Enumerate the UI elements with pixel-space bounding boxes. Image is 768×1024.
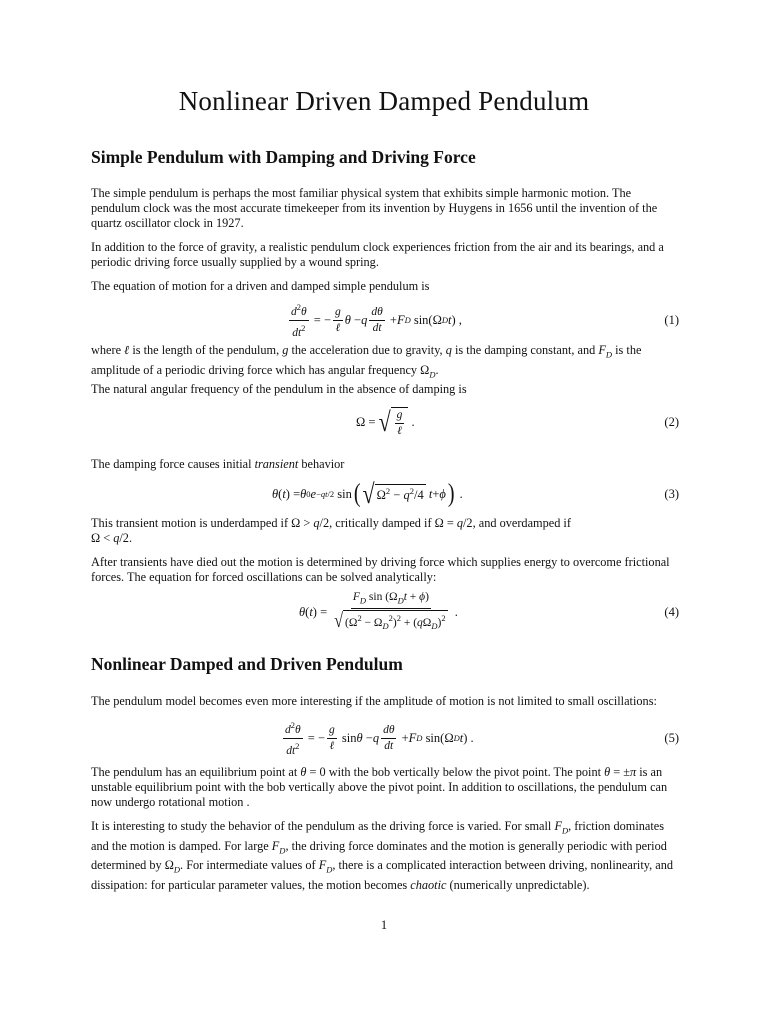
paragraph-forced: After transients have died out the motion is determined by driving force which supplies energy to overcome frictional forces. The equation for forced oscillations can be solved analytically: (91, 555, 670, 585)
paragraph-eq-intro: The equation of motion for a driven and damped simple pendulum is (91, 279, 430, 293)
paragraph-friction: In addition to the force of gravity, a realistic pendulum clock experiences friction from the air and its bearings, and a periodic driving force usually supplied by a wound spring. (91, 240, 664, 270)
page-number: 1 (380, 918, 388, 932)
equation-number-2: (2) (664, 414, 679, 429)
section-heading-simple-pendulum: Simple Pendulum with Damping and Driving Force (91, 147, 476, 167)
paragraph-intro: The simple pendulum is perhaps the most familiar physical system that exhibits simple harmonic motion. The pendulum clock was the most accurate timekeeper from its invention by Huygens in 1656 until the invention of the quartz oscillator clock in 1927. (91, 186, 658, 231)
equation-1: $\frac{d^2\theta}{dt^2}$ = − $\frac{g}{\text{ℓ}}$ θ − q $\frac{d\theta}{dt}$ + F D sin(Ω D t ) , (1) (291, 301, 679, 339)
equation-2: Ω = √ $\frac{g}{\text{ℓ}}$ . (2) (91, 402, 681, 442)
equation-number-3: (3) (664, 486, 679, 501)
equation-number-4: (4) (664, 604, 679, 619)
equation-5: $\frac{d^2\theta}{dt^2}$ = − $\frac{g}{\text{ℓ}}$ sin θ − q $\frac{d\theta}{dt}$ + F D sin(Ω D t ) . (5) (285, 719, 679, 757)
page-title: Nonlinear Driven Damped Pendulum (178, 86, 590, 116)
equation-3: θ ( t ) = θ 0 e −qt/2 sin ( √ $\Omega^2 - q^2/4$ t + ϕ ) . (3) (91, 474, 681, 514)
section-heading-nonlinear: Nonlinear Damped and Driven Pendulum (91, 654, 403, 674)
paragraph-damping-regimes: This transient motion is underdamped if Ω > q/2, critically damped if Ω = q/2, and overdamped if Ω < q/2. (91, 516, 571, 546)
equation-number-1: (1) (664, 312, 679, 327)
equation-4: θ ( t ) = $F_D$ $\sin (\Omega_Dt + \phi)$ √ $(\Omega^2 - \Omega_D^2)^2 + (q\Omega_D)^2$ . (4) (299, 590, 679, 632)
paragraph-equilibrium: The pendulum has an equilibrium point at θ = 0 with the bob vertically below the pivot point. The point θ = ±π is an unstable equilibrium point with the bob vertically above the pivot point. In addition to oscillations, the pendulum can now undergo rotational motion . (91, 765, 668, 810)
paragraph-driving-behavior: It is interesting to study the behavior of the pendulum as the driving force is varied. For small $F_D$, friction dominates and the motion is damped. For large $F_D$, the driving force dominates and the motion is generally periodic with period determined by $\Omega_D$. For intermediate values of $F_D$, there is a complicated interaction between driving, nonlinearity, and dissipation: for particular parameter values, the motion becomes chaotic (numerically unpredictable). (91, 819, 674, 892)
paragraph-natural-frequency: The natural angular frequency of the pendulum in the absence of damping is (91, 382, 467, 396)
paragraph-nonlinear-intro: The pendulum model becomes even more interesting if the amplitude of motion is not limited to small oscillations: (91, 694, 657, 708)
paragraph-transient: The damping force causes initial transient behavior (91, 457, 345, 471)
paragraph-where: where ℓ is the length of the pendulum, g the acceleration due to gravity, q is the damping constant, and $F_D$ is the amplitude of a periodic driving force which has angular frequency $\Omega_D$. (91, 343, 642, 380)
equation-number-5: (5) (664, 730, 679, 745)
